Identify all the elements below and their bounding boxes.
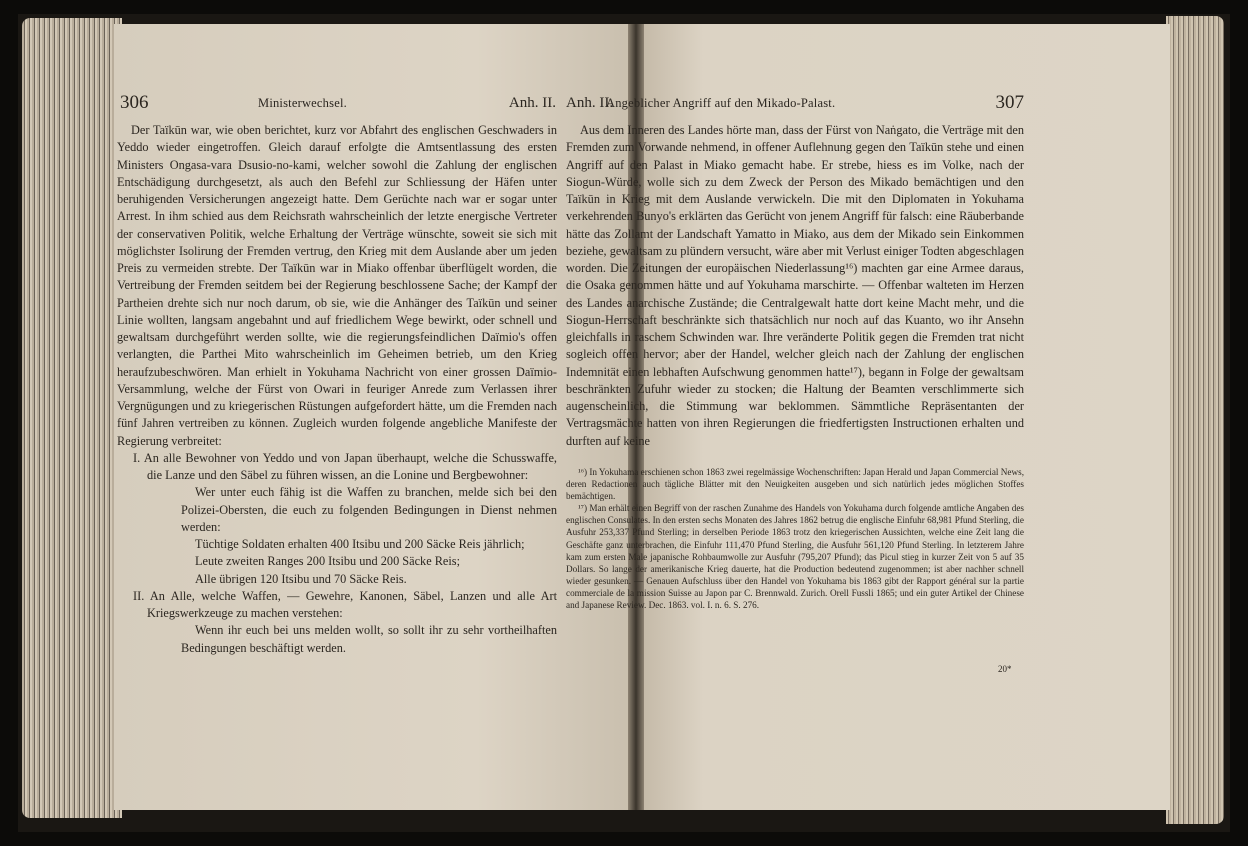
right-body-text — [566, 122, 1024, 450]
right-section-ref: Anh. II. — [566, 95, 614, 111]
right-running-title: Angeblicher Angriff auf den Mikado-Palast. — [606, 96, 836, 110]
left-running-title: Ministerwechsel. — [258, 96, 347, 110]
right-paragraph: Aus dem Inneren des Landes hörte man, dass der Fürst von Naṅgato, die Verträge mit den Fremden zum Vorwande nehmend, in offener Auflehnung gegen den Taïkūn stehe und einen Angriff auf den Palast in Miako gemacht habe. Er strebe, hiess es im Volke, nach der Siogun-Würde, wolle sich zu dem Zweck der Person des Mikado bemächtigen und den Taïkūn in Krieg mit dem Auslande verwickeln. Die mit den Diplomaten in Yokuhama verkehrenden Bunyo's erklärten das Gerücht von jenem Angriff für falsch: eine Räuberbande hätte das Zollamt der Landschaft Yamatto in Miako, aus dem der Mikado sein Einkommen beziehe, gewaltsam zu plündern versucht, wäre aber mit Verlust einiger Todten abgeschlagen worden. Die Zeitungen der europäischen Niederlassung¹⁶) machten gar eine Armee daraus, die Osaka genommen hätte und auf Yokuhama marschirte. — Offenbar walteten im Herzen des Landes anarchische Zustände; die Centralgewalt hatte dort keine Macht mehr, und die Siogun-Herrschaft beschränkte sich thatsächlich nur noch auf das Kuanto, wo ihr Ansehn gleichfalls in raschem Schwinden war. Ihre veränderte Politik gegen die Fremden trat nicht sogleich offen hervor; aber der Handel, welcher gleich nach der Zahlung der englischen Indemnität einen lebhaften Aufschwung genommen hatte¹⁷), begann in Folge der gewaltsam beschränkten Zufuhr wieder zu stocken; die Haltung der Beamten verschlimmerte sich augenscheinlich, die Stimmung war beklommen. Sämmtliche Repräsentanten der Vertragsmächte hatten von ihren Regierungen die friedfertigsten Instructionen erhalten und durften auf keine — [566, 123, 1024, 448]
manifesto-item-2: II. An Alle, welche Waffen, — Gewehre, Kanonen, Säbel, Lanzen und alle Art Kriegswerkzeuge zu machen verstehen: — [133, 588, 557, 620]
page-edges-right — [1166, 16, 1224, 824]
page-edges-left — [22, 18, 122, 818]
right-page-header — [566, 92, 1024, 114]
footnote-16: ¹⁶) In Yokuhama erschienen schon 1863 zwei regelmässige Wochenschriften: Japan Herald und Japan Commercial News, deren Redactionen auch tägliche Blätter mit den Neuigkeiten ausgeben und sich natürlich jedes möglichen Stoffes bemächtigen. — [566, 467, 1024, 502]
left-section-ref: Anh. II. — [508, 95, 556, 111]
manifesto-item-2-text: Wenn ihr euch bei uns melden wollt, so sollt ihr zu sehr vortheilhaften Bedingungen beschäftigt werden. — [181, 623, 557, 655]
left-page-header — [120, 92, 556, 114]
left-body-text — [117, 122, 557, 657]
manifesto-item-1: I. An alle Bewohner von Yeddo und von Japan überhaupt, welche die Schusswaffe, die Lanze und den Säbel zu führen wissen, an die Lonine und Bergbewohner: — [133, 450, 557, 482]
signature-mark: 20* — [998, 664, 1012, 674]
manifesto-item-1-line-b: Leute zweiten Ranges 200 Itsibu und 200 Säcke Reis; — [195, 554, 461, 569]
left-page-number: 306 — [120, 92, 149, 113]
right-page-number: 307 — [995, 92, 1024, 113]
manifesto-item-1-text: Wer unter euch fähig ist die Waffen zu branchen, melde sich bei den Polizei-Obersten, die euch zu folgenden Bedingungen in Dienst nehmen werden: — [181, 485, 557, 534]
manifesto-item-1-line-a: Tüchtige Soldaten erhalten 400 Itsibu und 200 Säcke Reis jährlich; — [195, 537, 525, 551]
manifesto-list — [117, 450, 557, 657]
footnote-17: ¹⁷) Man erhält einen Begriff von der raschen Zunahme des Handels von Yokuhama durch folgende amtliche Angaben des englischen Consulates. In den ersten sechs Monaten des Jahres 1862 betrug die englische Einfuhr 68,981 Pfund Sterling, die Ausfuhr 253,337 Pfund Sterling; in derselben Periode 1863 trotz den kriegerischen Aussichten, welche eine Zeit lang die Geschäfte ganz unterbrachen, die Einfuhr 111,470 Pfund Sterling, die Ausfuhr 561,120 Pfund Sterling. In letzterem Jahre kam zum ersten Male japanische Rohbaumwolle zur Ausfuhr (795,207 Pfund); das Picul stieg in kurzer Zeit von 5 auf 35 Dollars. So lange der amerikanische Krieg dauerte, hat die Production bedeutend zugenommen; ist aber nachher schnell wieder gesunken. — Genauen Aufschluss über den Handel von Yokuhama bis 1863 gibt der Rapport général sur la partie commerciale de la mission Suisse au Japon par C. Brennwald. Zurich. Orell Fussli 1865; und ein guter Artikel der Chinese and Japanese Review. Dec. 1863. vol. I. n. 6. S. 276. — [566, 503, 1024, 611]
left-paragraph: Der Taïkūn war, wie oben berichtet, kurz vor Abfahrt des englischen Geschwaders in Yeddo wieder eingetroffen. Gleich darauf erfolgte die Amtsentlassung des ersten Ministers Ongasa-vara Dsusio-no-kami, welcher sowohl die Zahlung der englischen Entschädigung durchgesetzt, als auch den Befehl zur Schliessung der Häfen unter beruhigenden Versicherungen angezeigt hatte. Dem Gerüchte nach war er sogar unter Arrest. In ihm schied aus dem Reichsrath wahrscheinlich der letzte energische Vertreter der conservativen Politik, welche Erhaltung der Verträge wünschte, soweit sie sich mit möglichster Isolirung der Fremden vertrug, den Krieg mit dem Auslande aber um jeden Preis zu vermeiden strebte. Der Taïkūn war in Miako offenbar überflügelt worden, die Vertreibung der Fremden seitdem bei der Regierung beschlossene Sache; der Kampf der Partheien drehte sich nur noch darum, ob sie, wie die Anhänger des Taïkūn und seiner Linie wollten, langsam angebahnt und auf friedlichem Wege bewirkt, oder schnell und gewaltsam durchgeführt werden sollte, wie die regierungsfeindlichen Daïmio's offen verlangten, die Parthei Mito wahrscheinlich im Geheimen betrieb, um den Krieg heraufzubeschwören. Man erhielt in Yokuhama Nachricht von einer grossen Daïmio-Versammlung, welche der Fürst von Owari in feuriger Anrede zum Verlassen ihrer Vergnügungen und zu kriegerischen Rüstungen aufgefordert hätte, um die Fremden nach fünf Jahren vertreiben zu können. Zugleich wurden folgende angebliche Manifeste der Regierung verbreitet: — [117, 123, 557, 448]
footnotes — [566, 466, 1024, 611]
manifesto-item-1-line-c: Alle übrigen 120 Itsibu und 70 Säcke Reis. — [195, 571, 407, 586]
